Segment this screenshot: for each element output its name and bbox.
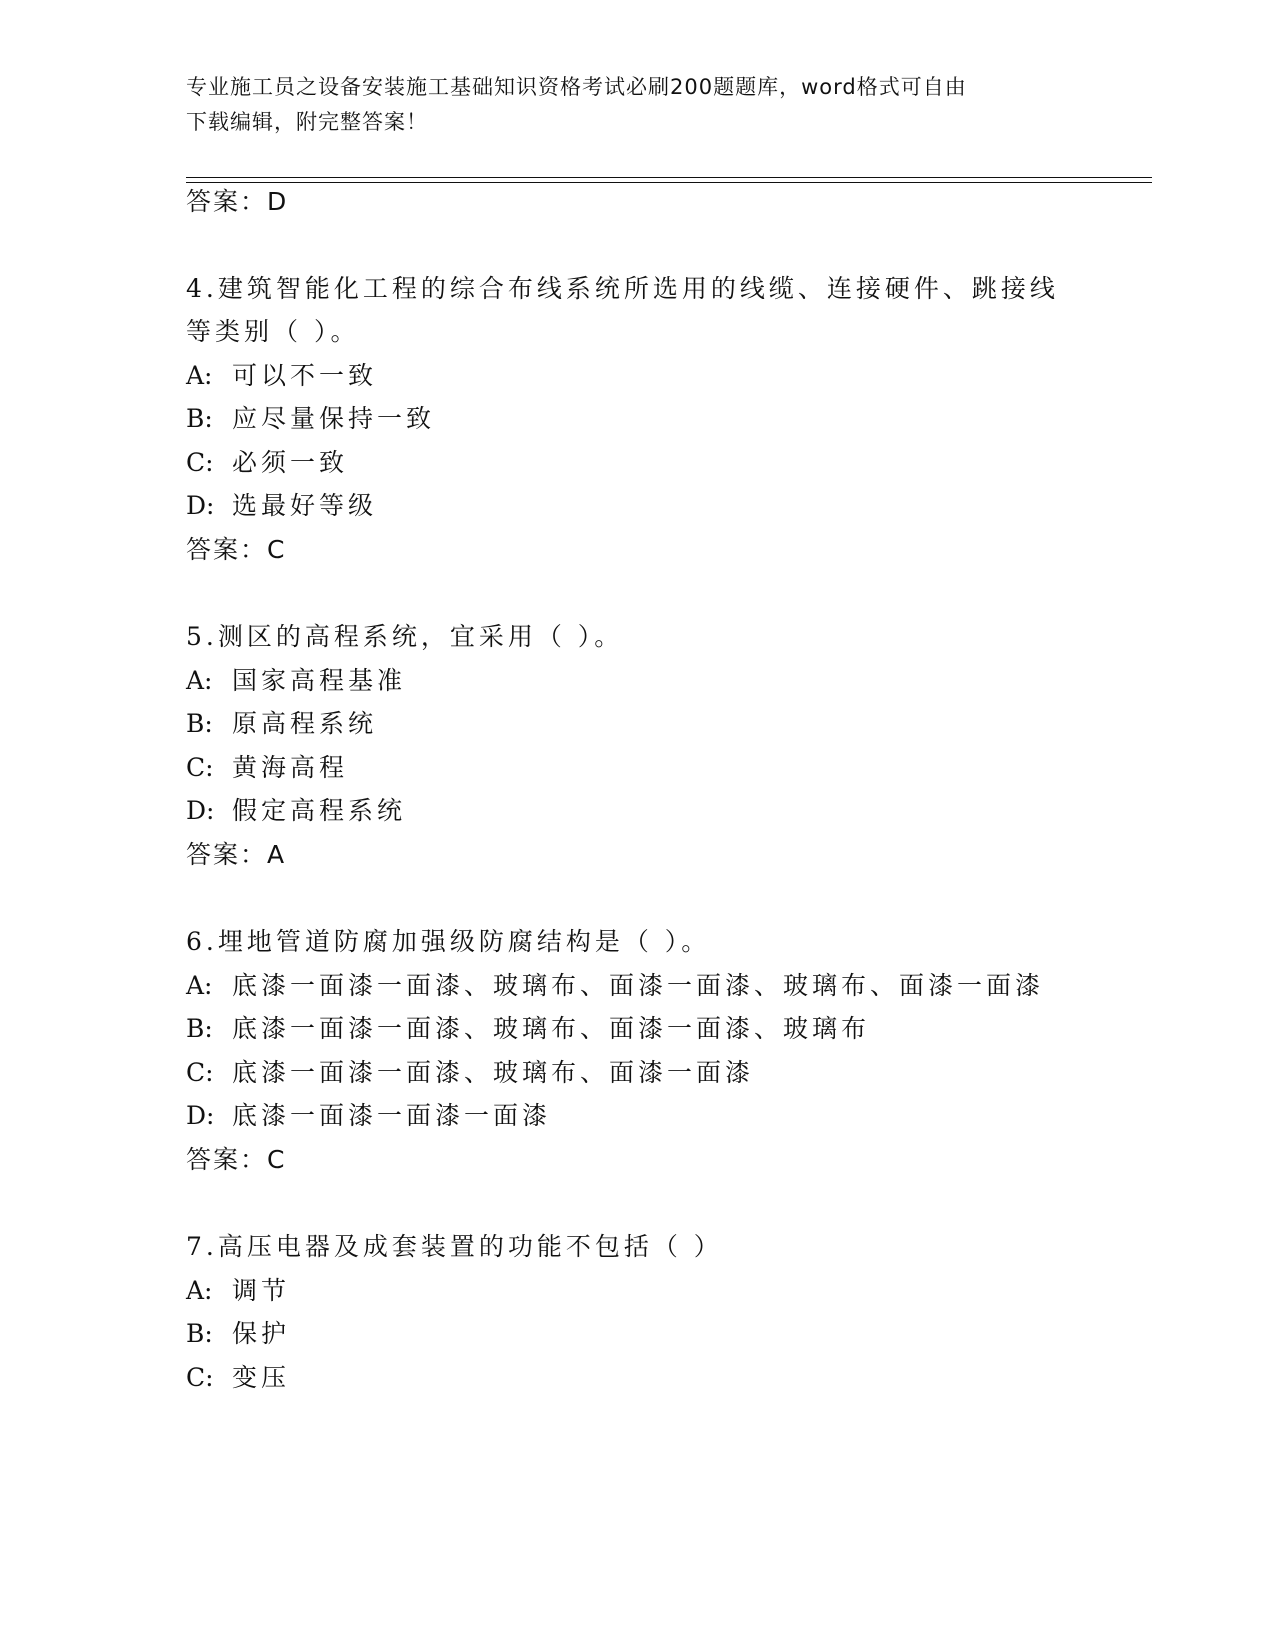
option-text: 可以不一致 — [232, 361, 378, 390]
option-text: 应尽量保持一致 — [232, 404, 436, 433]
question-5-answer: 答案：A — [186, 840, 287, 869]
option-text: 黄海高程 — [232, 753, 349, 782]
option-text: 底漆一面漆一面漆一面漆 — [232, 1101, 552, 1130]
option-label: B: — [186, 1014, 213, 1043]
question-4-stem-line-2: 等类别（ ）。 — [186, 317, 360, 346]
question-4-answer: 答案：C — [186, 535, 287, 564]
question-6-answer: 答案：C — [186, 1145, 287, 1174]
option-text: 假定高程系统 — [232, 796, 407, 825]
question-4-option-b — [186, 399, 435, 439]
question-4-stem-line-1: 4.建筑智能化工程的综合布线系统所选用的线缆、连接硬件、跳接线 — [186, 274, 1059, 303]
question-6-option-d — [186, 1096, 551, 1136]
previous-answer: 答案：D — [186, 187, 289, 216]
question-7-option-b — [186, 1314, 290, 1354]
question-5-option-b — [186, 704, 377, 744]
option-label: D: — [186, 1101, 215, 1130]
option-label: D: — [186, 796, 215, 825]
option-label: C: — [186, 1363, 214, 1392]
question-6-option-b — [186, 1009, 870, 1049]
question-4-option-c — [186, 443, 348, 483]
option-label: A: — [186, 666, 213, 695]
option-text: 选最好等级 — [232, 491, 378, 520]
option-label: A: — [186, 361, 213, 390]
option-label: C: — [186, 753, 214, 782]
option-label: A: — [186, 971, 213, 1000]
question-7-option-a — [186, 1271, 290, 1311]
option-text: 底漆一面漆一面漆、玻璃布、面漆一面漆、玻璃布 — [232, 1014, 871, 1043]
option-label: B: — [186, 1319, 213, 1348]
question-7-stem: 7.高压电器及成套装置的功能不包括（ ） — [186, 1232, 723, 1261]
option-text: 必须一致 — [232, 448, 349, 477]
header-divider-bottom — [186, 182, 1152, 183]
question-6-stem: 6.埋地管道防腐加强级防腐结构是（ ）。 — [186, 927, 711, 956]
option-label: A: — [186, 1276, 213, 1305]
option-text: 变压 — [232, 1363, 291, 1392]
option-label: B: — [186, 709, 213, 738]
question-6-option-c — [186, 1053, 754, 1093]
question-5-option-c — [186, 748, 348, 788]
header-title-line-1: 专业施工员之设备安装施工基础知识资格考试必刷200题题库，word格式可自由 — [186, 75, 967, 99]
question-7-option-c — [186, 1358, 290, 1398]
header-title-line-2: 下载编辑，附完整答案！ — [186, 110, 428, 134]
option-text: 原高程系统 — [232, 709, 378, 738]
option-text: 保护 — [232, 1319, 291, 1348]
option-label: C: — [186, 448, 214, 477]
question-5-stem: 5.测区的高程系统，宜采用（ ）。 — [186, 622, 624, 651]
header-divider-top — [186, 177, 1152, 178]
option-label: C: — [186, 1058, 214, 1087]
document-header — [186, 70, 1066, 140]
option-text: 调节 — [232, 1276, 291, 1305]
question-4-option-a — [186, 356, 377, 396]
option-text: 底漆一面漆一面漆、玻璃布、面漆一面漆、玻璃布、面漆一面漆 — [232, 971, 1045, 1000]
question-5-option-a — [186, 661, 406, 701]
question-5-option-d — [186, 791, 406, 831]
question-4-option-d — [186, 486, 377, 526]
option-text: 底漆一面漆一面漆、玻璃布、面漆一面漆 — [232, 1058, 755, 1087]
option-text: 国家高程基准 — [232, 666, 407, 695]
option-label: D: — [186, 491, 215, 520]
option-label: B: — [186, 404, 213, 433]
question-6-option-a — [186, 966, 1044, 1006]
